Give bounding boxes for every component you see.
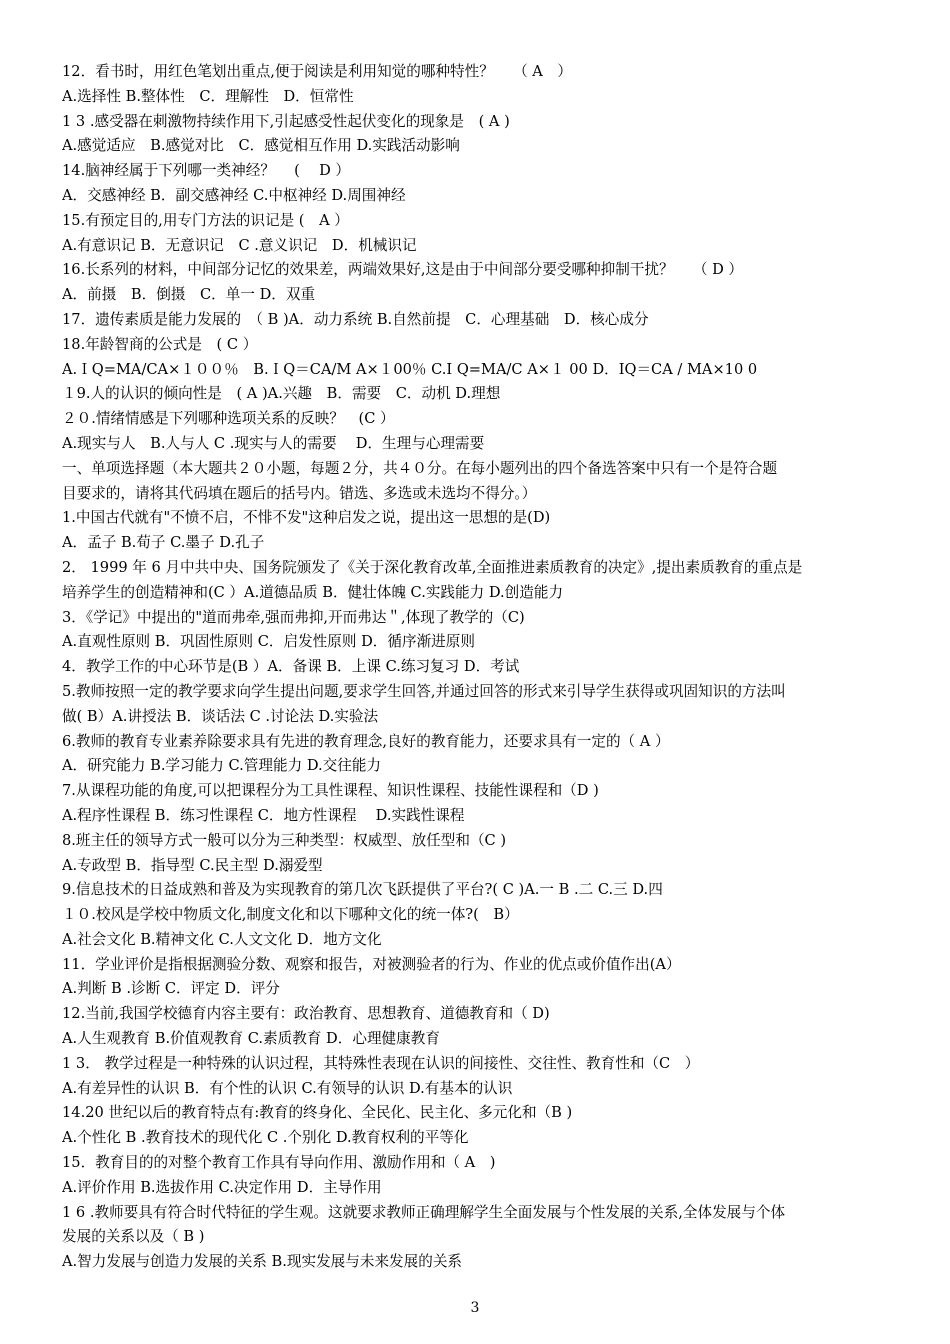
text-line: 一、单项选择题（本大题共２０小题，每题２分，共４０分。在每小题列出的四个备选答案中只有一个是符合题 bbox=[62, 459, 778, 477]
text-line: 目要求的，请将其代码填在题后的括号内。错选、多选或未选均不得分。） bbox=[62, 484, 537, 502]
text-line: 9.信息技术的日益成熟和普及为实现教育的第几次飞跃提供了平台?( C )A.一 B .二 C.三 D.四 bbox=[62, 881, 663, 899]
text-line: 3．《学记》中提出的"道而弗牵,强而弗抑,开而弗达＂,体现了教学的（C) bbox=[62, 608, 525, 626]
text-line: 8.班主任的领导方式一般可以分为三种类型：权威型、放任型和（C ) bbox=[62, 831, 507, 849]
text-line: 1 3 .感受器在刺激物持续作用下,引起感受性起伏变化的现象是 ( A ) bbox=[62, 112, 510, 130]
text-line: A.感觉适应 B.感觉对比 C．感觉相互作用 D.实践活动影响 bbox=[62, 137, 460, 155]
text-line: A.社会文化 B.精神文化 C.人文文化 D．地方文化 bbox=[62, 930, 382, 948]
text-line: A．研究能力 B.学习能力 C.管理能力 D.交往能力 bbox=[62, 757, 382, 775]
text-line: 12.当前,我国学校德育内容主要有：政治教育、思想教育、道德教育和（ D) bbox=[62, 1005, 550, 1023]
text-line: 12．看书时，用红色笔划出重点,便于阅读是利用知觉的哪种特性？ （ A ） bbox=[62, 63, 573, 80]
text-line: 16.长系列的材料，中间部分记忆的效果差，两端效果好,这是由于中间部分要受哪种抑制干扰？ （ D ） bbox=[62, 261, 744, 279]
text-line: 15．教育目的的对整个教育工作具有导向作用、激励作用和（ A ) bbox=[62, 1154, 496, 1172]
text-line: 1.中国古代就有"不愤不启，不悱不发"这种启发之说，提出这一思想的是(D) bbox=[62, 509, 551, 527]
text-line: 6.教师的教育专业素养除要求具有先进的教育理念,良好的教育能力，还要求具有一定的（ A ） bbox=[62, 732, 670, 750]
text-line: 15.有预定目的,用专门方法的识记是 ( A ） bbox=[62, 211, 349, 229]
text-line: A.有差异性的认识 B．有个性的认识 C.有领导的认识 D.有基本的认识 bbox=[62, 1079, 513, 1097]
text-line: A.人生观教育 B.价值观教育 C.素质教育 D．心理健康教育 bbox=[62, 1030, 440, 1048]
text-line: A.个性化 B .教育技术的现代化 C .个别化 D.教育权利的平等化 bbox=[62, 1129, 469, 1147]
text-line: A.专政型 B．指导型 C.民主型 D.溺爱型 bbox=[62, 856, 323, 874]
text-line: 2． 1999 年 6 月中共中央、国务院颁发了《关于深化教育改革,全面推进素质教育的决定》,提出素质教育的重点是 bbox=[62, 558, 803, 576]
text-line: 11．学业评价是指根据测验分数、观察和报告，对被测验者的行为、作业的优点或价值作出(A） bbox=[62, 955, 681, 973]
text-line: A.选择性 B.整体性 C．理解性 D．恒常性 bbox=[62, 87, 354, 105]
text-line: A.判断 B .诊断 C．评定 D．评分 bbox=[62, 980, 280, 998]
text-line: A.评价作用 B.选拔作用 C.决定作用 D．主导作用 bbox=[62, 1178, 382, 1196]
text-line: 培养学生的创造精神和(C ）A.道德品质 B．健壮体魄 C.实践能力 D.创造能力 bbox=[62, 583, 564, 601]
text-line: ２０.情绪情感是下列哪种选项关系的反映？ (C ） bbox=[62, 410, 395, 428]
text-line: A.程序性课程 B．练习性课程 C．地方性课程 D.实践性课程 bbox=[62, 806, 465, 824]
text-line: A．前摄 B．倒摄 C．单一 D．双重 bbox=[62, 286, 316, 304]
page-number: 3 bbox=[470, 1300, 480, 1316]
text-line: 18.年龄智商的公式是 ( C ） bbox=[62, 335, 258, 353]
text-line: 17．遗传素质是能力发展的 （ B )A．动力系统 B.自然前提 C．心理基础 D．核心成分 bbox=[62, 310, 649, 328]
text-line: A．交感神经 B．副交感神经 C.中枢神经 D.周围神经 bbox=[62, 186, 406, 204]
text-line: A.直观性原则 B．巩固性原则 C．启发性原则 D．循序渐进原则 bbox=[62, 633, 475, 651]
text-line: 7.从课程功能的角度,可以把课程分为工具性课程、知识性课程、技能性课程和（D ) bbox=[62, 782, 599, 800]
text-line: 发展的关系以及（ B ) bbox=[62, 1228, 205, 1246]
text-line: 1 3． 教学过程是一种特殊的认识过程，其特殊性表现在认识的间接性、交往性、教育性和（C ） bbox=[62, 1054, 700, 1072]
document-body bbox=[62, 60, 894, 1275]
text-line: １9.人的认识的倾向性是 ( A )A.兴趣 B．需要 C．动机 D.理想 bbox=[62, 385, 501, 403]
text-line: A.有意识记 B．无意识记 C .意义识记 D．机械识记 bbox=[62, 236, 417, 254]
text-line: 14.20 世纪以后的教育特点有:教育的终身化、全民化、民主化、多元化和（B ) bbox=[62, 1104, 573, 1122]
text-line: 5.教师按照一定的教学要求向学生提出问题,要求学生回答,并通过回答的形式来引导学生获得或巩固知识的方法叫 bbox=[62, 682, 786, 700]
text-line: 做( B）A.讲授法 B．谈话法 C .讨论法 D.实验法 bbox=[62, 707, 379, 725]
text-line: A.智力发展与创造力发展的关系 B.现实发展与未来发展的关系 bbox=[62, 1253, 463, 1271]
text-line: 1 6 .教师要具有符合时代特征的学生观。这就要求教师正确理解学生全面发展与个性发展的关系,全体发展与个体 bbox=[62, 1203, 786, 1221]
text-line: A.现实与人 B.人与人 C .现实与人的需要 D．生理与心理需要 bbox=[62, 434, 485, 452]
text-line: 14.脑神经属于下列哪一类神经？ ( D ） bbox=[62, 162, 351, 180]
text-line: １０.校风是学校中物质文化,制度文化和以下哪种文化的统一体?( B） bbox=[62, 906, 519, 924]
text-line: 4．教学工作的中心环节是(B ）A．备课 B．上课 C.练习复习 D．考试 bbox=[62, 658, 520, 676]
text-line: A．孟子 B.荀子 C.墨子 D.孔子 bbox=[62, 534, 265, 552]
text-line: A.ＩQ=MA/CA×１００％ B.ＩQ＝CA/M A×１00％ C.I Q=MA/C A×１ 00 D．IQ＝CA / MA×10 0 bbox=[62, 360, 758, 378]
